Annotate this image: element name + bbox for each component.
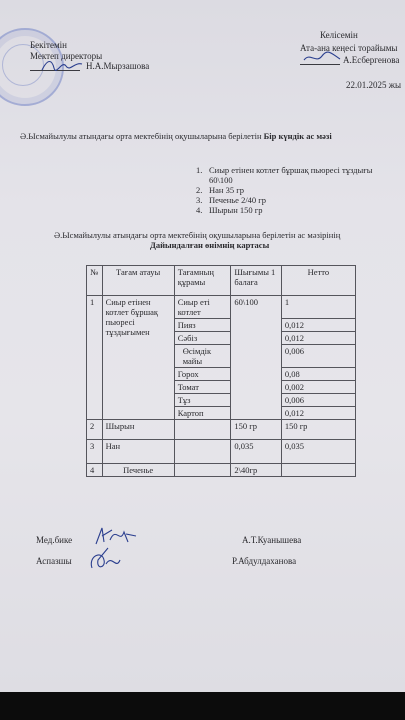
- table-row: [87, 420, 356, 440]
- cell-ingredient: Сиыр еті котлет: [174, 296, 231, 319]
- cook-signature: [86, 546, 122, 576]
- cell-ingredient: Томат: [174, 381, 231, 394]
- cell-yield: 2\40гр: [231, 464, 281, 477]
- col-header: Тағамның құрамы: [174, 266, 231, 296]
- card-heading: Ә.Ысмайылулы атындағы орта мектебінің оқушыларына берілетін ас мәзірінің: [54, 230, 341, 240]
- cell-net: 0,006: [281, 394, 355, 407]
- cell-number: 3: [87, 440, 103, 464]
- cell-net: 0,012: [281, 319, 355, 332]
- approve-left-title: Бекітемін: [30, 40, 67, 50]
- cell-yield: 0,035: [231, 440, 281, 464]
- cell-net: 0,012: [281, 332, 355, 345]
- cell-ingredient: Картоп: [174, 407, 231, 420]
- cell-net: 150 гр: [281, 420, 355, 440]
- col-header: Нетто: [281, 266, 355, 296]
- intro-text: [20, 131, 332, 141]
- cell-ingredient: Тұз: [174, 394, 231, 407]
- intro-plain: Ә.Ысмайылулы атындағы орта мектебінің оқушыларына берілетін: [20, 131, 262, 141]
- cell-dish-name: Нан: [102, 440, 174, 464]
- approve-right-title: Келісемін: [320, 30, 358, 40]
- table-row: [87, 464, 356, 477]
- list-item: 60\100: [209, 175, 233, 185]
- document-date: 22.01.2025 жы: [346, 80, 402, 90]
- cell-net: 0,002: [281, 381, 355, 394]
- cell-net: 0,08: [281, 368, 355, 381]
- cell-net: 0,012: [281, 407, 355, 420]
- cell-yield: 60\100: [231, 296, 281, 420]
- col-header: №: [87, 266, 103, 296]
- cell-yield: 150 гр: [231, 420, 281, 440]
- table-row: [87, 440, 356, 464]
- cell-ingredient: Горох: [174, 368, 231, 381]
- director-signature: [40, 56, 84, 74]
- approve-right-position: Ата-ана кеңесі торайымы: [300, 43, 398, 53]
- cell-dish-name: Шырын: [102, 420, 174, 440]
- cell-net: 1: [281, 296, 355, 319]
- cell-ingredient: Сәбіз: [174, 332, 231, 345]
- cell-ingredient: Өсімдік майы: [174, 345, 231, 368]
- intro-bold: Бір күндік ас мәзі: [263, 131, 332, 141]
- list-item: 1. Сиыр етінен котлет бұршақ пьюресі тұздығы: [196, 165, 373, 175]
- cook-name: Р.Абдулдаханова: [232, 556, 297, 566]
- cell-net: 0,035: [281, 440, 355, 464]
- menu-table: [86, 265, 356, 477]
- cell-net: 0,006: [281, 345, 355, 368]
- list-item: 4. Шырын 150 гр: [196, 205, 263, 215]
- cell-dish-name: Сиыр етінен котлет бұршақ пьюресі тұздығымен: [102, 296, 174, 420]
- cell-dish-name: Печенье: [102, 464, 174, 477]
- cell-net: [281, 464, 355, 477]
- list-item: 3. Печенье 2/40 гр: [196, 195, 267, 205]
- nurse-name: А.Т.Куанышева: [242, 535, 302, 545]
- approve-left-position: Мектеп директоры: [30, 51, 103, 61]
- cell-ingredient: Пияз: [174, 319, 231, 332]
- table-header-row: [87, 266, 356, 296]
- cell-number: 1: [87, 296, 103, 420]
- card-subheading: Дайындалған өнімнің картасы: [150, 240, 270, 250]
- approve-left-name: Н.А.Мырзашова: [86, 61, 150, 71]
- council-signature: [302, 50, 342, 66]
- col-header: Тағам атауы: [102, 266, 174, 296]
- cook-role: Аспазшы: [36, 556, 72, 566]
- list-item: 2. Нан 35 гр: [196, 185, 244, 195]
- nurse-signature: [92, 524, 138, 548]
- nurse-role: Мед.бике: [36, 535, 73, 545]
- table-row: [87, 296, 356, 319]
- cell-ingredient: [174, 420, 231, 440]
- approve-right-name: А.Есбергенова: [343, 55, 400, 65]
- cell-number: 4: [87, 464, 103, 477]
- cell-number: 2: [87, 420, 103, 440]
- col-header: Шығымы 1 балаға: [231, 266, 281, 296]
- menu-list: [196, 165, 372, 215]
- cell-ingredient: [174, 440, 231, 464]
- cell-ingredient: [174, 464, 231, 477]
